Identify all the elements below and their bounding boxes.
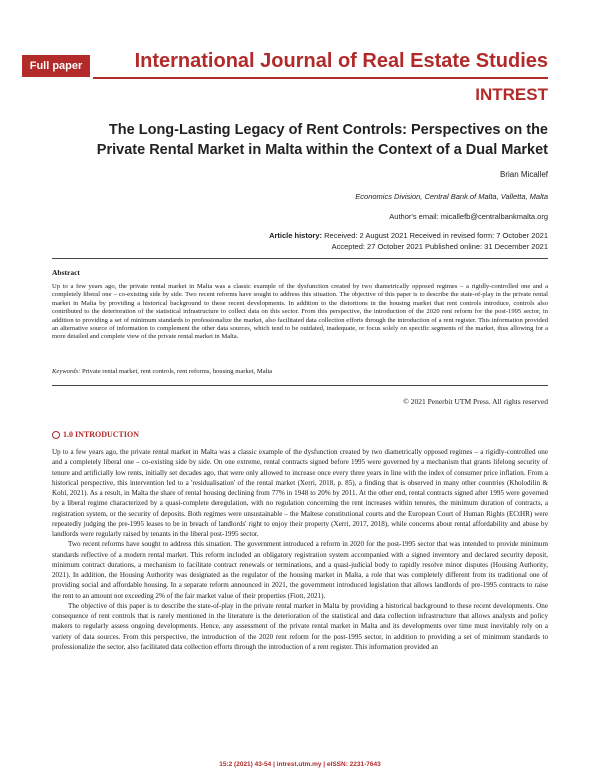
keywords-line (52, 368, 272, 375)
journal-title: International Journal of Real Estate Studies (134, 50, 548, 72)
abstract-heading: Abstract (52, 268, 80, 277)
paragraph-1: Up to a few years ago, the private rental market in Malta was a classic example of the dysfunction created by two diametrically opposed regimes – a rigidly-controlled one and a completely liberal one – co-existing side by side. On one extreme, rental contracts signed before 1995 were governed by a mechanism that grants lifelong security of tenure and artificially low rents, initially set decades ago, that were only allowed to increase once every three years in line with the index of consumer price inflation. From a historical perspective, this intervention led to a 'residualisation' of the rental market (Xerri, 2018, p. 85), a finding that is observed in many other countries (Kholodilin & Kohl, 2021). As a result, in Malta the share of rental housing declining from 77% in 1948 to 20% by 2011. At the other end, rental contracts signed after 1995 were governed by a liberal regime characterized by a quasi-complete deregulation, with no regulation concerning the rent increases within tenures, the minimum duration of contracts, a registration system, or the security of deposits. Both regimes were unsustainable – the Maltese constitutional courts and the European Court of Human Rights (ECtHR) were repeatedly judging the pre-1995 leases to be in breach of landlords' right to enjoy their property (Xerri, 2017, 2018), while concerns about rental affordability and abuse by landlords were regularly raised by tenants in the liberal post-1995 sector. (52, 448, 548, 538)
author-name: Brian Micallef (499, 170, 548, 179)
keywords-label: Keywords: (52, 368, 81, 375)
header-divider (93, 77, 548, 79)
introduction-body (52, 447, 548, 652)
article-history-line-2: Accepted: 27 October 2021 Published online: 31 December 2021 (331, 242, 548, 251)
email-label: Author's email: (389, 212, 441, 221)
paragraph-2: Two recent reforms have sought to address this situation. The government introduced a reform in 2020 for the post-1995 sector that was intended to provide minimum standards reflective of a modern rental market. This reform included an obligatory registration system accompanied with a signed inventory and declared security deposit, minimum contract durations, a mechanism to facilitate contract renewals or terminations, and a quasi-judicial body to rapidly resolve minor disputes (Housing Authority, 2021). In addition, the Housing Authority was designated as the regulator of the housing market in Malta, a role that was completely different from its traditional one of providing social and affordable housing. In a separate reform announced in 2021, the government introduced legislation that allows landlords of pre-1995 contracts to raise the rent to an amount not exceeding 2% of the fair market value of their properties (Fiott, 2021). (52, 540, 548, 600)
article-history-line-1 (78, 231, 548, 240)
paragraph-3: The objective of this paper is to describe the state-of-play in the private rental market in Malta by providing a historical background to these recent developments. One consequence of rent controls that is rarely mentioned in the literature is the deterioration of the statistical and data collection infrastructure that allows analysts and policy makers to regularly assess ongoing developments. Hence, any assessment of the private rental market in Malta and its developments over time must inevitably rely on a variety of data sources. From this perspective, the introduction of the 2020 rent reform for the post-1995 sector, in addition to providing a set of minimum standards to professionalize the sector, also facilitated data collection efforts through the introduction of a rent register. This information provided an (52, 601, 548, 651)
author-affiliation: Economics Division, Central Bank of Malta, Valletta, Malta (355, 192, 548, 201)
article-title: The Long-Lasting Legacy of Rent Controls: Perspectives on the Private Rental Market in Malta within the Context of a Dual Market (96, 122, 548, 158)
article-type-badge: Full paper (22, 55, 90, 77)
section-heading (52, 430, 139, 439)
copyright-notice: © 2021 Penerbit UTM Press. All rights reserved (403, 397, 548, 406)
section-bullet-icon (52, 431, 60, 439)
section-heading-text: 1.0 INTRODUCTION (63, 430, 140, 439)
abstract-bottom-rule (52, 385, 548, 386)
abstract-text: Up to a few years ago, the private rental market in Malta was a classic example of the dysfunction created by two diametrically opposed regimes – a rigidly-controlled one and a completely liberal one – co-existing side by side. Two recent reforms have sought to address this situation. The objective of this paper is to describe the state-of-play in the private rental market in Malta by providing a historical background to these recent developments. In addition to the distortions in the housing market that rent controls introduce, controls also contributed to the deterioration of the statistical infrastructure to collect data on this sector. From this perspective, the introduction of the 2020 rent reform for the post-1995 sector, in addition to providing a set of minimum standards to professionalize the market, also facilitated data collection efforts through the introduction of a rent register. This information provided an alternative source of information to complement the other data sources, which tend to be outdated, inadequate, or focus solely on specific segments of the market, thus allowing for a more detailed and complete view of the private rental market in Malta. (52, 283, 548, 341)
author-email[interactable]: micallefb@centralbankmalta.org (440, 212, 548, 221)
page-footer: 15:2 (2021) 43-54 | intrest.utm.my | eISSN: 2231-7643 (219, 761, 381, 768)
keywords-list: Private rental market, rent controls, rent reforms, housing market, Malta (81, 368, 273, 375)
abstract-top-rule (52, 258, 548, 259)
history-dates-1: Received: 2 August 2021 Received in revised form: 7 October 2021 (324, 231, 548, 240)
journal-abbreviation: INTREST (475, 85, 548, 104)
history-label: Article history: (269, 231, 325, 240)
author-email-line (78, 212, 548, 221)
